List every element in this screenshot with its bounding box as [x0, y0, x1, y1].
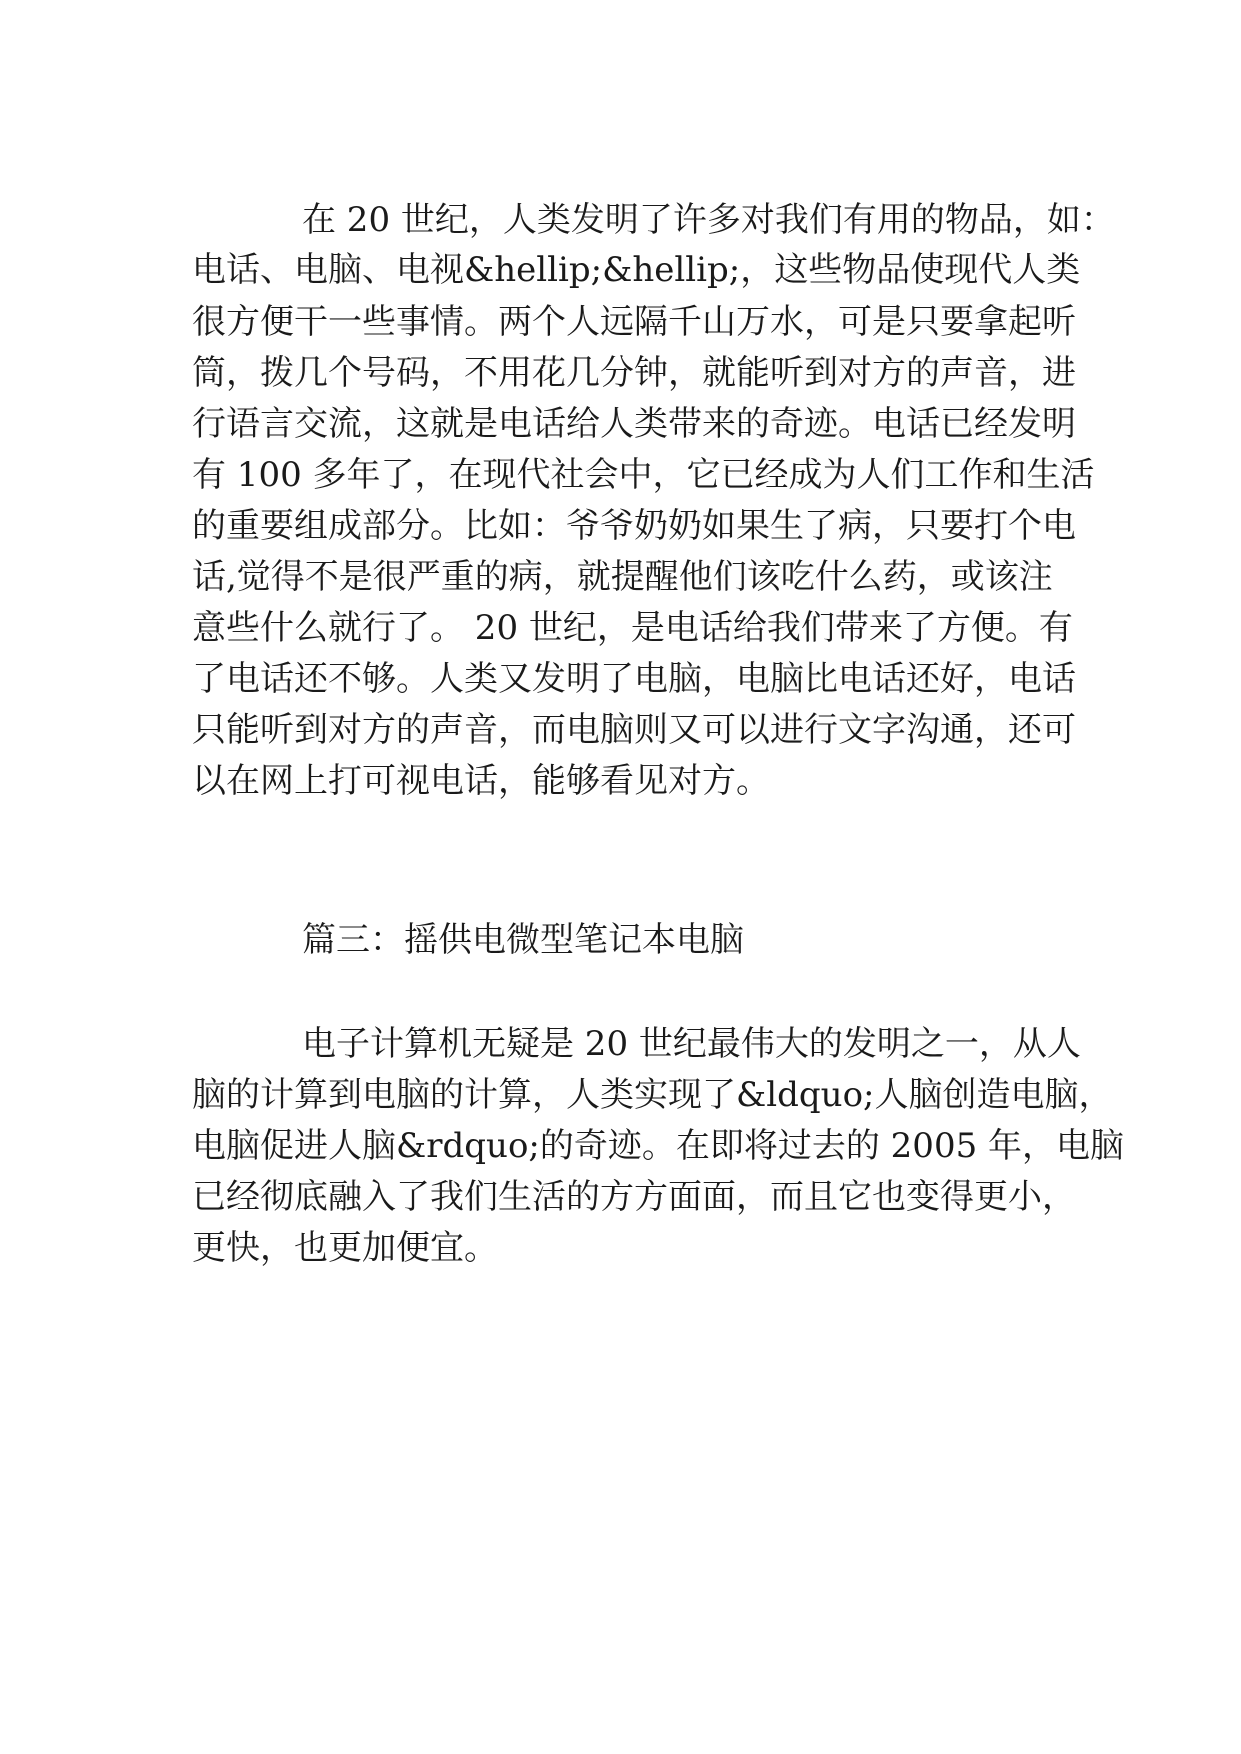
text-line: 行语言交流，这就是电话给人类带来的奇迹。电话已经发明 [192, 404, 1076, 444]
text-line: 话,觉得不是很严重的病，就提醒他们该吃什么药，或该注 [192, 557, 1053, 597]
text-line: 电话、电脑、电视&hellip;&hellip;，这些物品使现代人类 [192, 250, 1081, 290]
text-line: 电子计算机无疑是 20 世纪最伟大的发明之一，从人 [302, 1024, 1081, 1064]
text-line: 筒，拨几个号码，不用花几分钟，就能听到对方的声音，进 [192, 353, 1076, 393]
text-line: 的重要组成部分。比如：爷爷奶奶如果生了病，只要打个电 [192, 506, 1076, 546]
text-line: 脑的计算到电脑的计算，人类实现了&ldquo;人脑创造电脑， [192, 1075, 1113, 1115]
text-line: 更快，也更加便宜。 [192, 1228, 498, 1268]
text-line: 以在网上打可视电话，能够看见对方。 [192, 761, 770, 801]
text-line: 很方便干一些事情。两个人远隔千山万水，可是只要拿起听 [192, 302, 1076, 342]
text-line: 电脑促进人脑&rdquo;的奇迹。在即将过去的 2005 年，电脑 [192, 1126, 1125, 1166]
text-line: 在 20 世纪，人类发明了许多对我们有用的物品，如： [302, 200, 1115, 240]
text-line: 只能听到对方的声音，而电脑则又可以进行文字沟通，还可 [192, 710, 1076, 750]
text-line: 了电话还不够。人类又发明了电脑，电脑比电话还好，电话 [192, 659, 1076, 699]
text-line: 有 100 多年了，在现代社会中，它已经成为人们工作和生活 [192, 455, 1095, 495]
text-line: 意些什么就行了。 20 世纪，是电话给我们带来了方便。有 [192, 608, 1073, 648]
text-line: 已经彻底融入了我们生活的方方面面，而且它也变得更小， [192, 1177, 1076, 1217]
section-heading: 篇三：摇供电微型笔记本电脑 [302, 920, 744, 960]
